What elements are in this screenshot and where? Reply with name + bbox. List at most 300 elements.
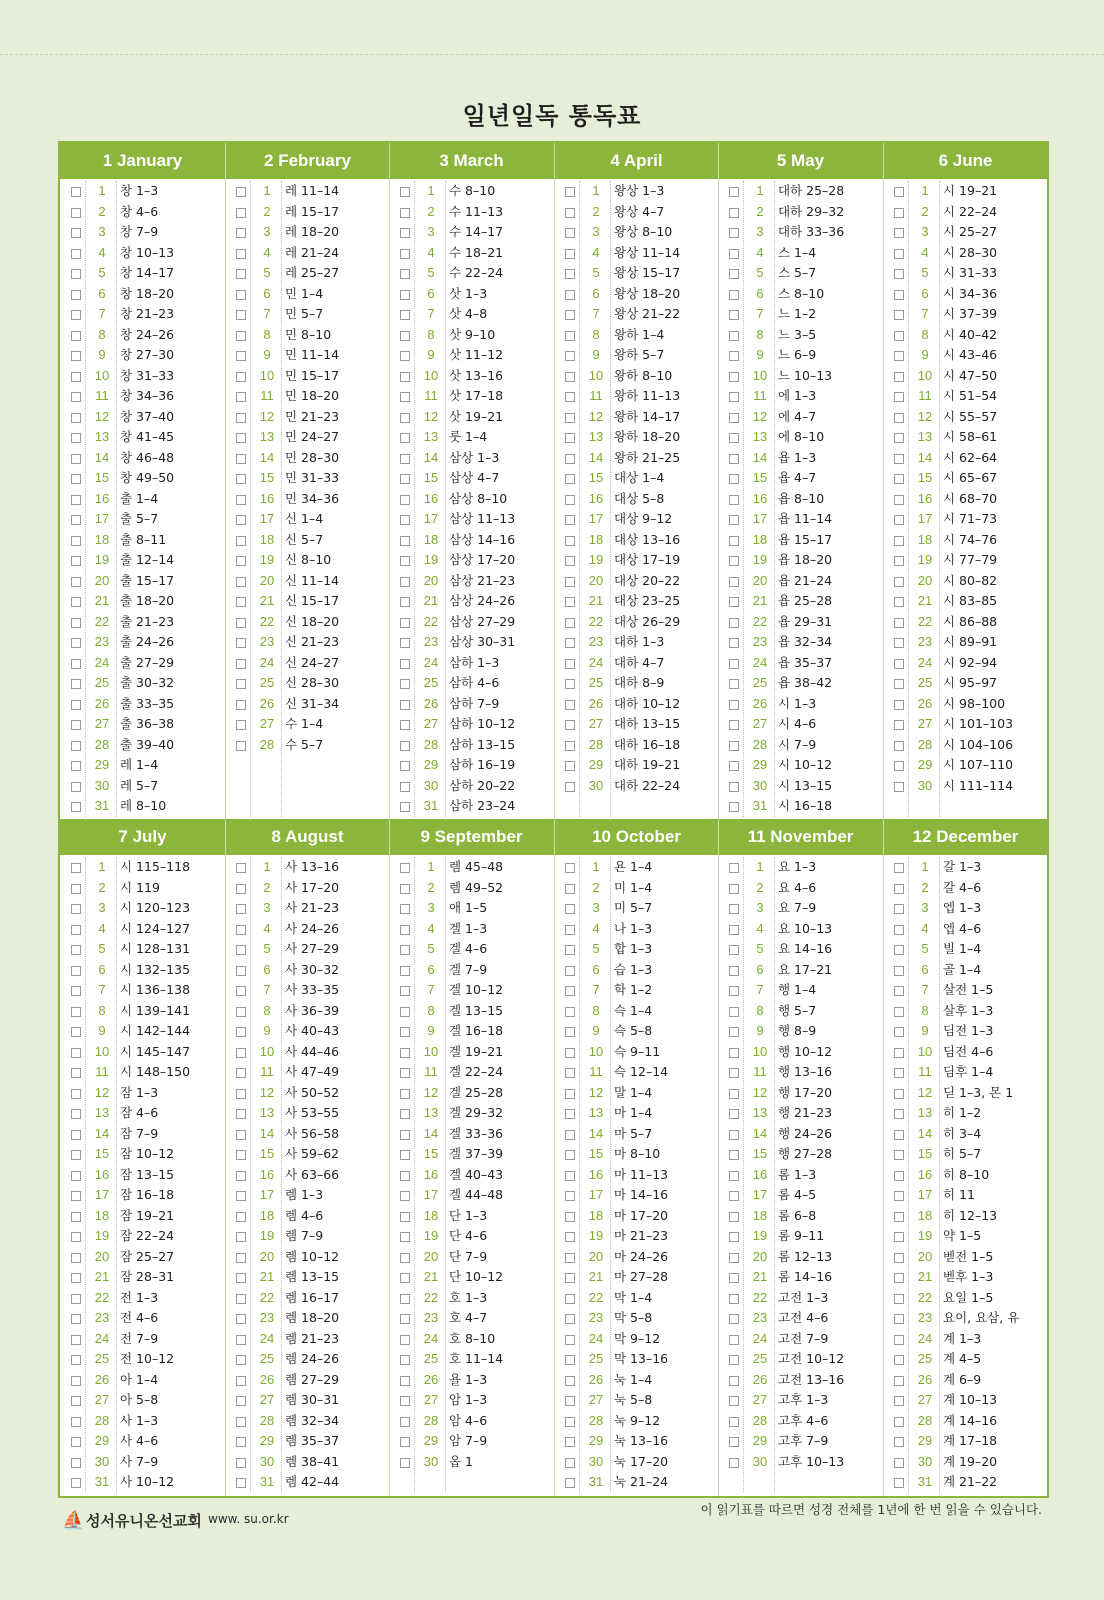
checkbox[interactable] [236,413,246,423]
checkbox[interactable] [729,1007,739,1017]
checkbox[interactable] [236,249,246,259]
checkbox[interactable] [729,1089,739,1099]
checkbox[interactable] [400,679,410,689]
checkbox[interactable] [236,1232,246,1242]
checkbox[interactable] [236,536,246,546]
checkbox[interactable] [729,454,739,464]
checkbox[interactable] [565,1478,575,1488]
checkbox[interactable] [565,1191,575,1201]
checkbox[interactable] [400,577,410,587]
checkbox[interactable] [71,761,81,771]
checkbox[interactable] [894,720,904,730]
checkbox[interactable] [400,720,410,730]
checkbox[interactable] [729,986,739,996]
checkbox[interactable] [400,659,410,669]
checkbox[interactable] [71,577,81,587]
checkbox[interactable] [894,1253,904,1263]
checkbox[interactable] [400,1048,410,1058]
checkbox[interactable] [71,474,81,484]
checkbox[interactable] [400,1232,410,1242]
checkbox[interactable] [729,187,739,197]
checkbox[interactable] [400,269,410,279]
checkbox[interactable] [894,1007,904,1017]
checkbox[interactable] [894,986,904,996]
checkbox[interactable] [400,1253,410,1263]
checkbox[interactable] [400,187,410,197]
checkbox[interactable] [71,966,81,976]
checkbox[interactable] [71,1458,81,1468]
checkbox[interactable] [565,331,575,341]
checkbox[interactable] [236,1417,246,1427]
checkbox[interactable] [894,1068,904,1078]
checkbox[interactable] [894,1109,904,1119]
checkbox[interactable] [894,1130,904,1140]
checkbox[interactable] [729,1212,739,1222]
checkbox[interactable] [236,495,246,505]
checkbox[interactable] [400,1335,410,1345]
checkbox[interactable] [236,1458,246,1468]
checkbox[interactable] [71,618,81,628]
checkbox[interactable] [565,1089,575,1099]
checkbox[interactable] [400,1007,410,1017]
checkbox[interactable] [400,351,410,361]
checkbox[interactable] [400,556,410,566]
checkbox[interactable] [71,1253,81,1263]
org-url[interactable]: www. su.or.kr [208,1512,289,1526]
checkbox[interactable] [565,474,575,484]
checkbox[interactable] [400,945,410,955]
checkbox[interactable] [236,269,246,279]
checkbox[interactable] [71,597,81,607]
checkbox[interactable] [729,904,739,914]
checkbox[interactable] [400,474,410,484]
checkbox[interactable] [565,782,575,792]
checkbox[interactable] [565,454,575,464]
checkbox[interactable] [894,269,904,279]
checkbox[interactable] [71,1417,81,1427]
checkbox[interactable] [400,761,410,771]
checkbox[interactable] [400,515,410,525]
checkbox[interactable] [71,945,81,955]
checkbox[interactable] [729,1232,739,1242]
checkbox[interactable] [565,1109,575,1119]
checkbox[interactable] [894,474,904,484]
checkbox[interactable] [400,495,410,505]
checkbox[interactable] [565,700,575,710]
checkbox[interactable] [729,720,739,730]
checkbox[interactable] [565,1007,575,1017]
checkbox[interactable] [236,618,246,628]
checkbox[interactable] [236,474,246,484]
checkbox[interactable] [729,1150,739,1160]
checkbox[interactable] [71,1130,81,1140]
checkbox[interactable] [894,1232,904,1242]
checkbox[interactable] [894,1478,904,1488]
checkbox[interactable] [236,1007,246,1017]
checkbox[interactable] [236,1273,246,1283]
checkbox[interactable] [236,1212,246,1222]
checkbox[interactable] [729,802,739,812]
checkbox[interactable] [71,1109,81,1119]
checkbox[interactable] [400,454,410,464]
checkbox[interactable] [565,556,575,566]
checkbox[interactable] [236,392,246,402]
checkbox[interactable] [565,1376,575,1386]
checkbox[interactable] [565,495,575,505]
checkbox[interactable] [894,782,904,792]
checkbox[interactable] [71,454,81,464]
checkbox[interactable] [729,372,739,382]
checkbox[interactable] [236,433,246,443]
checkbox[interactable] [894,1273,904,1283]
checkbox[interactable] [71,1150,81,1160]
checkbox[interactable] [894,228,904,238]
checkbox[interactable] [565,1253,575,1263]
checkbox[interactable] [71,1007,81,1017]
checkbox[interactable] [236,659,246,669]
checkbox[interactable] [71,228,81,238]
checkbox[interactable] [729,1314,739,1324]
checkbox[interactable] [71,986,81,996]
checkbox[interactable] [236,1068,246,1078]
checkbox[interactable] [236,884,246,894]
checkbox[interactable] [729,515,739,525]
checkbox[interactable] [894,1417,904,1427]
checkbox[interactable] [565,1130,575,1140]
checkbox[interactable] [400,1458,410,1468]
checkbox[interactable] [729,761,739,771]
checkbox[interactable] [894,700,904,710]
checkbox[interactable] [565,904,575,914]
checkbox[interactable] [400,1089,410,1099]
checkbox[interactable] [894,310,904,320]
checkbox[interactable] [400,638,410,648]
checkbox[interactable] [400,618,410,628]
checkbox[interactable] [729,945,739,955]
checkbox[interactable] [565,1396,575,1406]
checkbox[interactable] [729,741,739,751]
checkbox[interactable] [71,700,81,710]
checkbox[interactable] [71,310,81,320]
checkbox[interactable] [236,1376,246,1386]
checkbox[interactable] [400,966,410,976]
checkbox[interactable] [400,1068,410,1078]
checkbox[interactable] [565,1212,575,1222]
checkbox[interactable] [236,1335,246,1345]
checkbox[interactable] [565,1417,575,1427]
checkbox[interactable] [729,208,739,218]
checkbox[interactable] [729,1458,739,1468]
checkbox[interactable] [71,720,81,730]
checkbox[interactable] [894,556,904,566]
checkbox[interactable] [894,863,904,873]
checkbox[interactable] [565,720,575,730]
checkbox[interactable] [400,1376,410,1386]
checkbox[interactable] [565,1335,575,1345]
checkbox[interactable] [894,392,904,402]
checkbox[interactable] [236,986,246,996]
checkbox[interactable] [729,331,739,341]
checkbox[interactable] [71,1355,81,1365]
checkbox[interactable] [565,249,575,259]
checkbox[interactable] [894,1027,904,1037]
checkbox[interactable] [894,945,904,955]
checkbox[interactable] [236,351,246,361]
checkbox[interactable] [400,331,410,341]
checkbox[interactable] [565,1027,575,1037]
checkbox[interactable] [236,597,246,607]
checkbox[interactable] [729,290,739,300]
checkbox[interactable] [729,1376,739,1386]
checkbox[interactable] [565,741,575,751]
checkbox[interactable] [729,966,739,976]
checkbox[interactable] [894,1335,904,1345]
checkbox[interactable] [400,1314,410,1324]
checkbox[interactable] [71,372,81,382]
checkbox[interactable] [565,290,575,300]
checkbox[interactable] [565,618,575,628]
checkbox[interactable] [729,1027,739,1037]
checkbox[interactable] [565,863,575,873]
checkbox[interactable] [894,1458,904,1468]
checkbox[interactable] [71,1478,81,1488]
checkbox[interactable] [894,597,904,607]
checkbox[interactable] [71,331,81,341]
checkbox[interactable] [236,1478,246,1488]
checkbox[interactable] [236,679,246,689]
checkbox[interactable] [400,1212,410,1222]
checkbox[interactable] [565,945,575,955]
checkbox[interactable] [400,782,410,792]
checkbox[interactable] [236,577,246,587]
checkbox[interactable] [236,1294,246,1304]
checkbox[interactable] [236,1437,246,1447]
checkbox[interactable] [894,904,904,914]
checkbox[interactable] [894,1089,904,1099]
checkbox[interactable] [71,1376,81,1386]
checkbox[interactable] [729,556,739,566]
checkbox[interactable] [71,495,81,505]
checkbox[interactable] [729,1048,739,1058]
checkbox[interactable] [400,884,410,894]
checkbox[interactable] [400,1191,410,1201]
checkbox[interactable] [236,290,246,300]
checkbox[interactable] [565,638,575,648]
checkbox[interactable] [565,433,575,443]
checkbox[interactable] [400,290,410,300]
checkbox[interactable] [729,863,739,873]
checkbox[interactable] [729,618,739,628]
checkbox[interactable] [729,1294,739,1304]
checkbox[interactable] [729,1171,739,1181]
checkbox[interactable] [71,269,81,279]
checkbox[interactable] [729,638,739,648]
checkbox[interactable] [565,1232,575,1242]
checkbox[interactable] [236,863,246,873]
checkbox[interactable] [729,433,739,443]
checkbox[interactable] [894,1150,904,1160]
checkbox[interactable] [565,413,575,423]
checkbox[interactable] [400,1171,410,1181]
checkbox[interactable] [400,1355,410,1365]
checkbox[interactable] [236,1027,246,1037]
checkbox[interactable] [71,1314,81,1324]
checkbox[interactable] [400,1417,410,1427]
checkbox[interactable] [894,577,904,587]
checkbox[interactable] [236,925,246,935]
checkbox[interactable] [400,433,410,443]
checkbox[interactable] [894,761,904,771]
checkbox[interactable] [71,556,81,566]
checkbox[interactable] [565,966,575,976]
checkbox[interactable] [729,577,739,587]
checkbox[interactable] [894,208,904,218]
checkbox[interactable] [71,351,81,361]
checkbox[interactable] [236,1396,246,1406]
checkbox[interactable] [236,454,246,464]
checkbox[interactable] [894,413,904,423]
checkbox[interactable] [236,1355,246,1365]
checkbox[interactable] [894,1048,904,1058]
checkbox[interactable] [400,863,410,873]
checkbox[interactable] [400,249,410,259]
checkbox[interactable] [729,1253,739,1263]
checkbox[interactable] [71,392,81,402]
checkbox[interactable] [236,638,246,648]
checkbox[interactable] [894,618,904,628]
checkbox[interactable] [236,187,246,197]
checkbox[interactable] [729,413,739,423]
checkbox[interactable] [236,515,246,525]
checkbox[interactable] [894,679,904,689]
checkbox[interactable] [71,659,81,669]
checkbox[interactable] [236,945,246,955]
checkbox[interactable] [565,925,575,935]
checkbox[interactable] [71,1171,81,1181]
checkbox[interactable] [894,187,904,197]
checkbox[interactable] [565,761,575,771]
checkbox[interactable] [894,638,904,648]
checkbox[interactable] [71,741,81,751]
checkbox[interactable] [729,1068,739,1078]
checkbox[interactable] [565,1314,575,1324]
checkbox[interactable] [236,966,246,976]
checkbox[interactable] [894,1314,904,1324]
checkbox[interactable] [71,1212,81,1222]
checkbox[interactable] [236,1048,246,1058]
checkbox[interactable] [400,802,410,812]
checkbox[interactable] [894,454,904,464]
checkbox[interactable] [894,659,904,669]
checkbox[interactable] [894,1437,904,1447]
checkbox[interactable] [894,1355,904,1365]
checkbox[interactable] [894,966,904,976]
checkbox[interactable] [894,741,904,751]
checkbox[interactable] [565,577,575,587]
checkbox[interactable] [729,884,739,894]
checkbox[interactable] [400,700,410,710]
checkbox[interactable] [71,1048,81,1058]
checkbox[interactable] [565,1458,575,1468]
checkbox[interactable] [400,413,410,423]
checkbox[interactable] [565,392,575,402]
checkbox[interactable] [71,536,81,546]
checkbox[interactable] [729,1417,739,1427]
checkbox[interactable] [729,782,739,792]
checkbox[interactable] [729,597,739,607]
checkbox[interactable] [565,1150,575,1160]
checkbox[interactable] [71,1273,81,1283]
checkbox[interactable] [894,351,904,361]
checkbox[interactable] [729,228,739,238]
checkbox[interactable] [894,515,904,525]
checkbox[interactable] [400,1130,410,1140]
checkbox[interactable] [71,1068,81,1078]
checkbox[interactable] [236,700,246,710]
checkbox[interactable] [71,433,81,443]
checkbox[interactable] [729,536,739,546]
checkbox[interactable] [71,1191,81,1201]
checkbox[interactable] [894,1294,904,1304]
checkbox[interactable] [894,1396,904,1406]
checkbox[interactable] [71,208,81,218]
checkbox[interactable] [236,556,246,566]
checkbox[interactable] [71,249,81,259]
checkbox[interactable] [565,679,575,689]
checkbox[interactable] [400,597,410,607]
checkbox[interactable] [729,351,739,361]
checkbox[interactable] [236,1191,246,1201]
checkbox[interactable] [71,1396,81,1406]
checkbox[interactable] [894,372,904,382]
checkbox[interactable] [565,1171,575,1181]
checkbox[interactable] [71,1335,81,1345]
checkbox[interactable] [236,1171,246,1181]
checkbox[interactable] [565,1437,575,1447]
checkbox[interactable] [565,351,575,361]
checkbox[interactable] [71,884,81,894]
checkbox[interactable] [894,249,904,259]
checkbox[interactable] [400,392,410,402]
checkbox[interactable] [729,1273,739,1283]
checkbox[interactable] [236,1314,246,1324]
checkbox[interactable] [400,1273,410,1283]
checkbox[interactable] [71,1437,81,1447]
checkbox[interactable] [729,1130,739,1140]
checkbox[interactable] [894,925,904,935]
checkbox[interactable] [729,1396,739,1406]
checkbox[interactable] [565,1048,575,1058]
checkbox[interactable] [565,1294,575,1304]
checkbox[interactable] [236,310,246,320]
checkbox[interactable] [729,700,739,710]
checkbox[interactable] [400,1109,410,1119]
checkbox[interactable] [894,884,904,894]
checkbox[interactable] [71,515,81,525]
checkbox[interactable] [565,1355,575,1365]
checkbox[interactable] [400,925,410,935]
checkbox[interactable] [236,741,246,751]
checkbox[interactable] [894,495,904,505]
checkbox[interactable] [565,187,575,197]
checkbox[interactable] [565,659,575,669]
checkbox[interactable] [565,228,575,238]
checkbox[interactable] [71,925,81,935]
checkbox[interactable] [729,679,739,689]
checkbox[interactable] [236,904,246,914]
checkbox[interactable] [71,1027,81,1037]
checkbox[interactable] [400,1150,410,1160]
